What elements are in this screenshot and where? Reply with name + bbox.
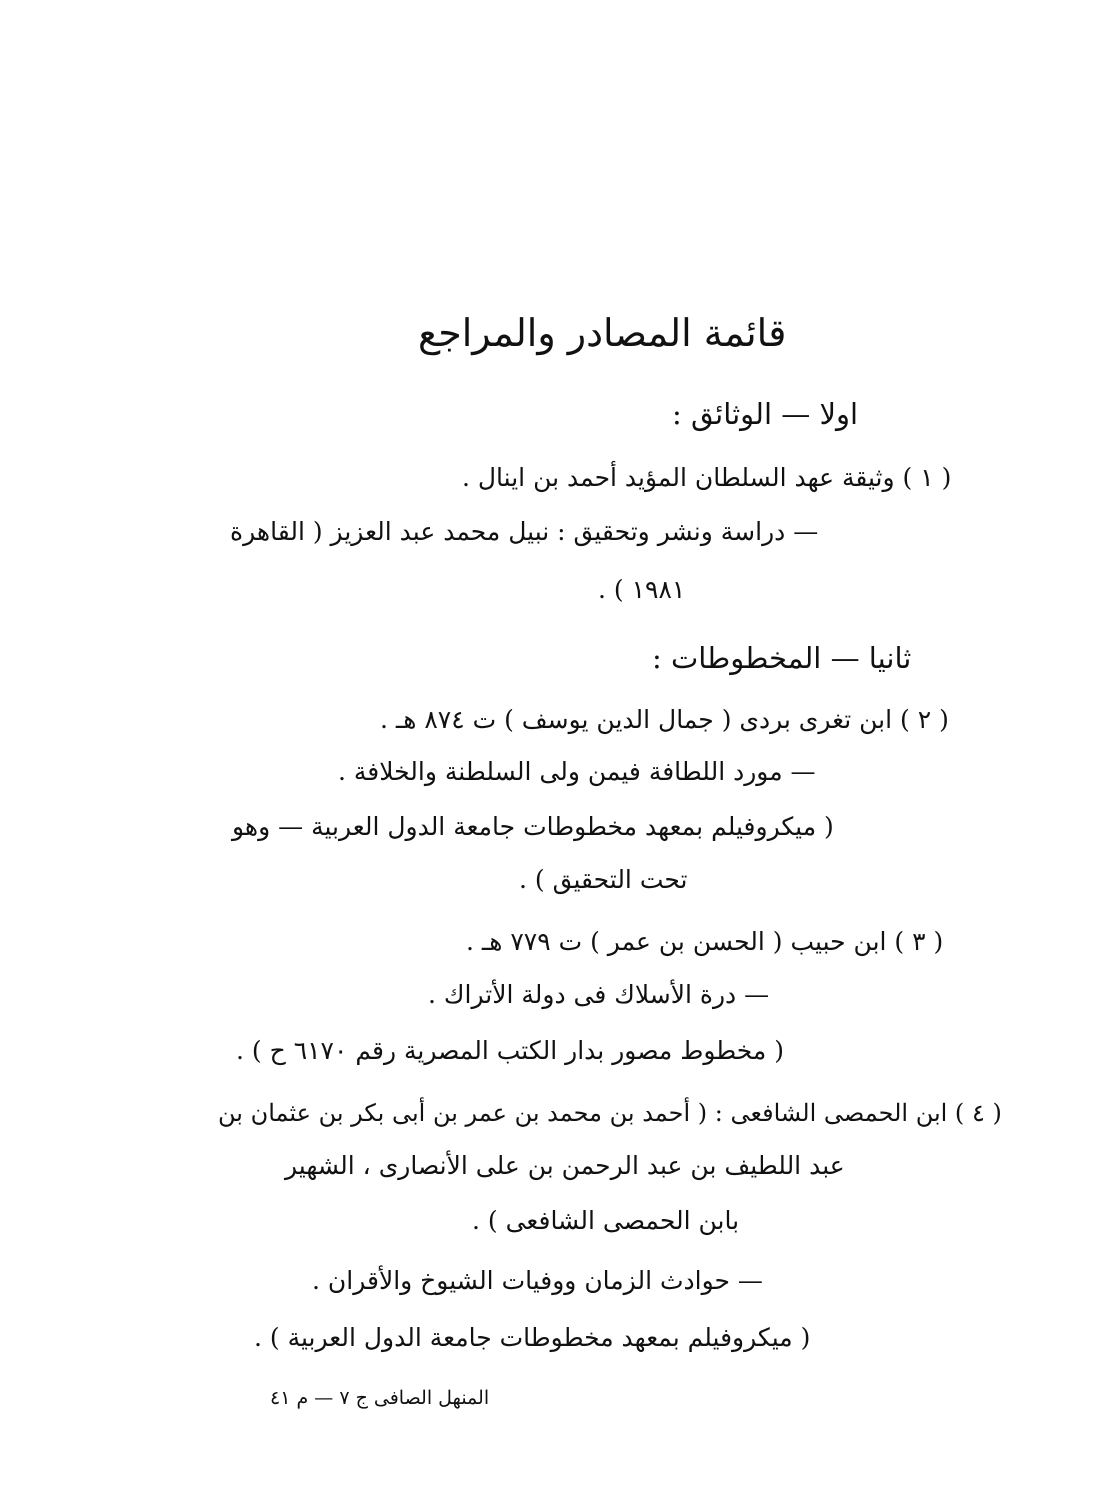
section-heading-documents: اولا — الوثائق : xyxy=(672,397,859,431)
entry-3-line-1: ( ٣ ) ابن حبيب ( الحسن بن عمر ) ت ٧٧٩ هـ . xyxy=(466,927,944,956)
entry-3-line-3: ( مخطوط مصور بدار الكتب المصرية رقم ٦١٧٠ ح ) . xyxy=(236,1036,784,1065)
entry-4-line-5: ( ميكروفيلم بمعهد مخطوطات جامعة الدول العربية ) . xyxy=(254,1323,811,1352)
entry-2-line-1: ( ٢ ) ابن تغرى بردى ( جمال الدين يوسف ) ت ٨٧٤ هـ . xyxy=(380,705,949,734)
entry-2-line-3: ( ميكروفيلم بمعهد مخطوطات جامعة الدول العربية — وهو xyxy=(232,812,834,841)
section-heading-manuscripts: ثانيا — المخطوطات : xyxy=(652,641,912,675)
entry-2-line-4: تحت التحقيق ) . xyxy=(519,865,688,894)
entry-1-line-3: ١٩٨١ ) . xyxy=(598,575,686,604)
entry-1-line-2: — دراسة ونشر وتحقيق : نبيل محمد عبد العزيز ( القاهرة xyxy=(230,517,819,546)
entry-3-line-2: — درة الأسلاك فى دولة الأتراك . xyxy=(428,980,770,1009)
entry-1-line-1: ( ١ ) وثيقة عهد السلطان المؤيد أحمد بن اينال . xyxy=(462,463,952,492)
entry-4-line-3: بابن الحمصى الشافعى ) . xyxy=(472,1206,740,1235)
entry-4-line-1: ( ٤ ) ابن الحمصى الشافعى : ( أحمد بن محمد بن عمر بن أبى بكر بن عثمان بن xyxy=(218,1099,1002,1127)
entry-2-line-2: — مورد اللطافة فيمن ولى السلطنة والخلافة . xyxy=(338,757,816,786)
entry-4-line-2: عبد اللطيف بن عبد الرحمن بن على الأنصارى ، الشهير xyxy=(285,1151,845,1180)
page-title: قائمة المصادر والمراجع xyxy=(418,311,787,355)
entry-4-line-4: — حوادث الزمان ووفيات الشيوخ والأقران . xyxy=(312,1266,763,1295)
page-footer: المنهل الصافى ج ٧ — م ٤١ xyxy=(270,1387,490,1409)
